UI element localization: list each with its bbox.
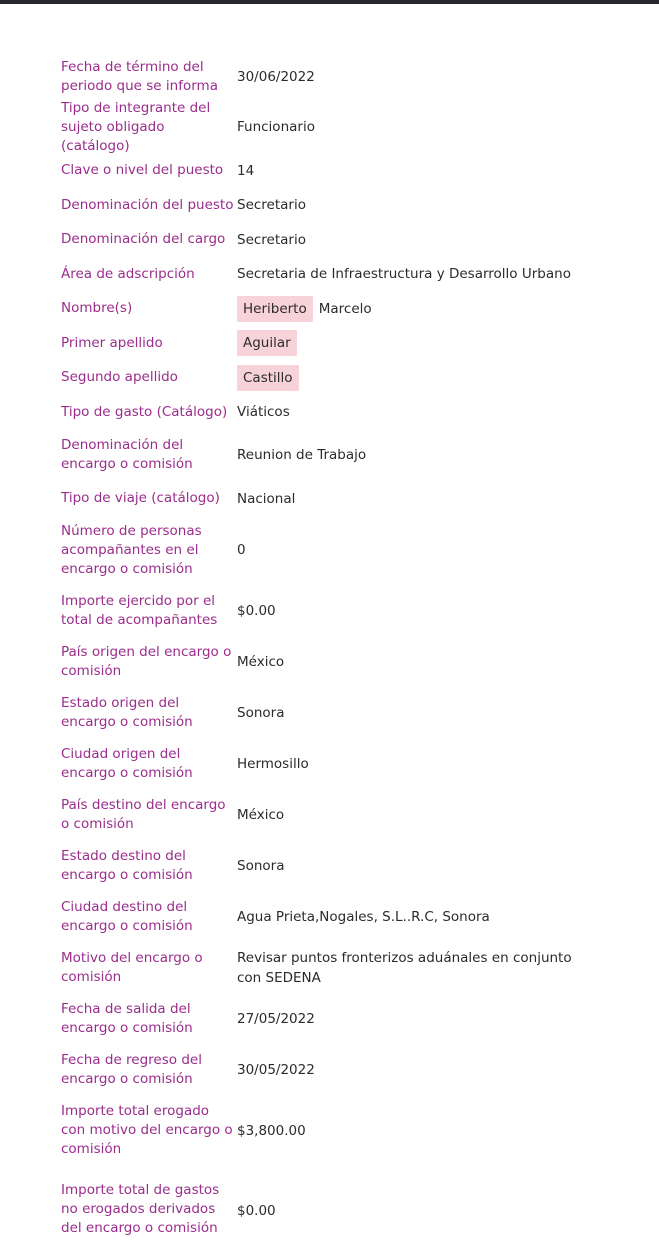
row-value: Funcionario <box>237 119 315 135</box>
record-details-list <box>0 55 659 1241</box>
row-denominacion-encargo <box>0 432 659 477</box>
row-numero-personas <box>0 520 659 580</box>
row-value <box>237 296 659 322</box>
row-value: 0 <box>237 542 246 558</box>
row-value: Reunion de Trabajo <box>237 446 367 463</box>
row-label: Tipo de viaje (catálogo) <box>61 490 220 506</box>
row-area-adscripcion <box>0 254 659 294</box>
row-primer-apellido <box>0 323 659 363</box>
row-value: 30/06/2022 <box>237 68 315 85</box>
row-label: Ciudad origen del encargo o comisión <box>61 745 193 781</box>
row-label: Fecha de salida del encargo o comisión <box>61 1000 193 1036</box>
row-value: Revisar puntos fronterizos aduánales en conjunto con SEDENA <box>237 949 572 986</box>
row-label: Importe total de gastos no erogados derivados del encargo o comisión <box>61 1182 220 1236</box>
row-ciudad-destino <box>0 886 659 947</box>
row-fecha-regreso <box>0 1049 659 1090</box>
row-label: Fecha de término del periodo que se informa <box>61 58 218 94</box>
row-value: Secretaria de Infraestructura y Desarrollo Urbano <box>237 266 571 282</box>
row-value <box>237 330 659 356</box>
row-value: 27/05/2022 <box>237 1010 315 1027</box>
top-bar <box>0 0 659 4</box>
row-clave-nivel <box>0 156 659 185</box>
row-gastos-no-erogados <box>0 1171 659 1241</box>
row-label: País destino del encargo o comisión <box>61 796 226 832</box>
row-label: Tipo de integrante del sujeto obligado (catálogo) <box>61 99 211 154</box>
row-label: Importe total erogado con motivo del encargo o comisión <box>61 1103 233 1157</box>
row-label: Área de adscripción <box>61 265 195 282</box>
row-tipo-viaje <box>0 477 659 520</box>
row-label: Nombre(s) <box>61 300 133 316</box>
row-label: Ciudad destino del encargo o comisión <box>61 898 193 934</box>
row-nombres <box>0 294 659 323</box>
row-denominacion-puesto <box>0 185 659 225</box>
row-value: México <box>237 806 285 823</box>
row-motivo <box>0 947 659 988</box>
row-value: Viáticos <box>237 404 290 420</box>
row-value <box>237 365 659 391</box>
row-value: $3,800.00 <box>237 1122 306 1139</box>
row-importe-acompanantes <box>0 580 659 641</box>
row-value: Nacional <box>237 490 296 507</box>
row-estado-origen <box>0 682 659 743</box>
row-value: Sonora <box>237 704 285 721</box>
second-name: Marcelo <box>318 300 372 317</box>
row-label: Tipo de gasto (Catálogo) <box>61 403 228 420</box>
highlighted-surname: Aguilar <box>237 330 297 356</box>
row-fecha-termino <box>0 55 659 98</box>
row-label: Estado destino del encargo o comisión <box>61 847 193 883</box>
row-label: Primer apellido <box>61 334 163 351</box>
row-label: Segundo apellido <box>61 369 178 385</box>
row-value: 30/05/2022 <box>237 1061 315 1078</box>
highlighted-first-name: Heriberto <box>237 296 313 322</box>
row-label: Fecha de regreso del encargo o comisión <box>61 1051 202 1087</box>
row-label: Denominación del cargo <box>61 231 226 247</box>
row-label: Importe ejercido por el total de acompañantes <box>61 592 218 628</box>
row-value: $0.00 <box>237 1203 276 1219</box>
row-segundo-apellido <box>0 363 659 392</box>
row-value: Sonora <box>237 857 285 874</box>
highlighted-second-surname: Castillo <box>237 365 299 391</box>
row-value: Hermosillo <box>237 755 309 772</box>
row-ciudad-origen <box>0 743 659 784</box>
row-label: Clave o nivel del puesto <box>61 162 224 178</box>
row-label: Motivo del encargo o comisión <box>61 949 203 985</box>
row-value: Secretario <box>237 197 306 213</box>
row-fecha-salida <box>0 988 659 1049</box>
row-estado-destino <box>0 845 659 886</box>
row-value: México <box>237 653 285 670</box>
row-value: Secretario <box>237 231 306 248</box>
row-label: Denominación del puesto <box>61 196 234 213</box>
row-tipo-gasto <box>0 392 659 432</box>
row-denominacion-cargo <box>0 225 659 254</box>
row-label: País origen del encargo o comisión <box>61 643 232 679</box>
row-value: Agua Prieta,Nogales, S.L..R.C, Sonora <box>237 908 490 925</box>
row-label: Denominación del encargo o comisión <box>61 436 193 472</box>
row-value: 14 <box>237 162 255 179</box>
row-pais-origen <box>0 641 659 682</box>
row-tipo-integrante <box>0 98 659 156</box>
row-label: Estado origen del encargo o comisión <box>61 694 193 730</box>
row-importe-total <box>0 1090 659 1171</box>
row-pais-destino <box>0 784 659 845</box>
row-value: $0.00 <box>237 602 276 619</box>
row-label: Número de personas acompañantes en el encargo o comisión <box>61 522 202 577</box>
